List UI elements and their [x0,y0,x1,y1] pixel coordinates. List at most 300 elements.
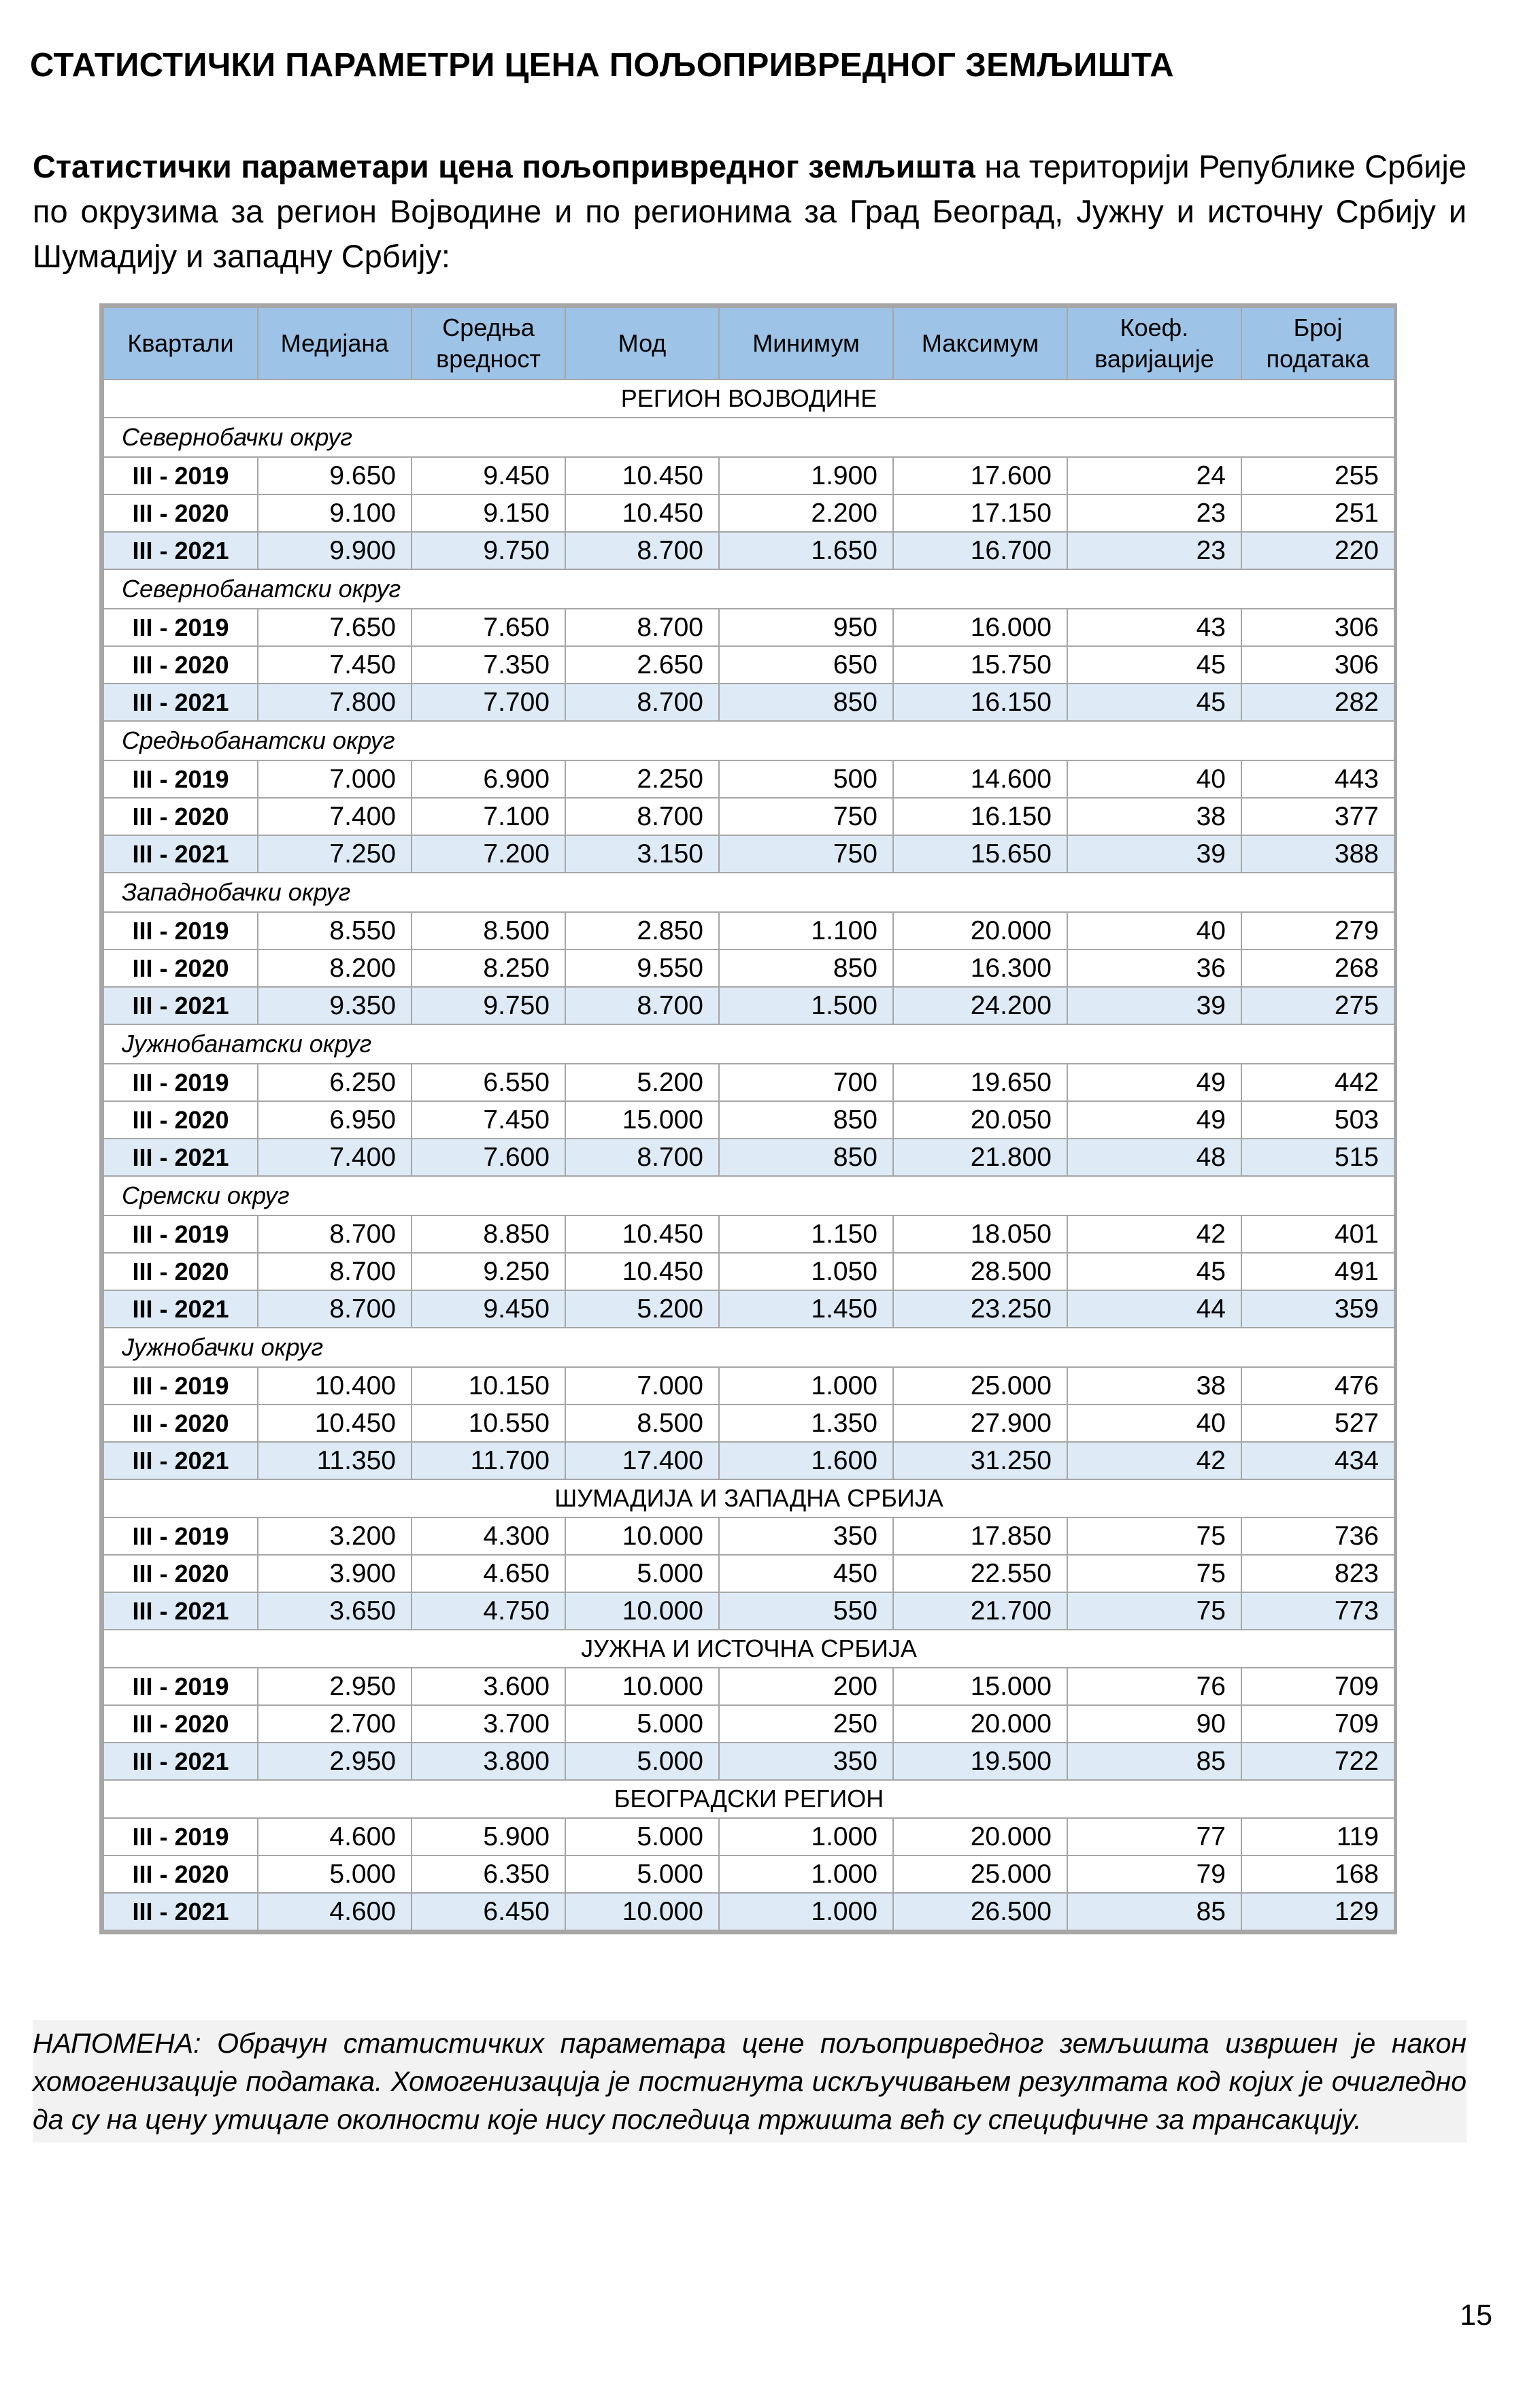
table-row [103,1517,1394,1555]
coef-variation-cell: 23 [1067,494,1241,532]
maximum-cell: 25.000 [893,1855,1067,1893]
quarter-cell: III - 2020 [103,1405,258,1442]
col-header-data-count: Број података [1241,307,1394,380]
mode-cell: 10.450 [565,1253,719,1290]
maximum-cell: 27.900 [893,1405,1067,1442]
district-header-row [103,1176,1394,1215]
table-row [103,1215,1394,1253]
region-header-row [103,1780,1394,1818]
maximum-cell: 20.050 [893,1101,1067,1139]
data-count-cell: 823 [1241,1555,1394,1592]
coef-variation-cell: 42 [1067,1442,1241,1479]
district-label: Средњобанатски округ [103,721,1394,760]
coef-variation-cell: 44 [1067,1290,1241,1328]
table-row [103,835,1394,873]
minimum-cell: 1.650 [719,532,893,569]
minimum-cell: 2.200 [719,494,893,532]
minimum-cell: 750 [719,798,893,835]
data-count-cell: 722 [1241,1743,1394,1780]
data-count-cell: 377 [1241,798,1394,835]
col-header-quarter: Квартали [103,307,258,380]
quarter-cell: III - 2021 [103,684,258,721]
col-header-mean: Средња вредност [412,307,565,380]
minimum-cell: 1.600 [719,1442,893,1479]
median-cell: 8.700 [258,1215,412,1253]
col-header-minimum: Минимум [719,307,893,380]
mode-cell: 5.000 [565,1818,719,1855]
mean-cell: 9.450 [412,1290,565,1328]
district-label: Западнобачки округ [103,873,1394,912]
maximum-cell: 23.250 [893,1290,1067,1328]
district-label: Сремски округ [103,1176,1394,1215]
data-count-cell: 220 [1241,532,1394,569]
maximum-cell: 31.250 [893,1442,1067,1479]
mode-cell: 5.000 [565,1855,719,1893]
minimum-cell: 450 [719,1555,893,1592]
median-cell: 8.550 [258,912,412,950]
table-row [103,1442,1394,1479]
data-count-cell: 359 [1241,1290,1394,1328]
table-body [103,380,1394,1930]
coef-variation-cell: 40 [1067,760,1241,798]
mean-cell: 10.150 [412,1367,565,1405]
maximum-cell: 26.500 [893,1893,1067,1930]
minimum-cell: 1.150 [719,1215,893,1253]
minimum-cell: 350 [719,1743,893,1780]
mode-cell: 5.000 [565,1743,719,1780]
mode-cell: 8.700 [565,609,719,646]
data-count-cell: 515 [1241,1139,1394,1176]
district-header-row [103,873,1394,912]
coef-variation-cell: 40 [1067,1405,1241,1442]
coef-variation-cell: 38 [1067,1367,1241,1405]
quarter-cell: III - 2021 [103,1893,258,1930]
data-count-cell: 388 [1241,835,1394,873]
maximum-cell: 16.000 [893,609,1067,646]
median-cell: 2.950 [258,1668,412,1705]
median-cell: 9.900 [258,532,412,569]
median-cell: 10.400 [258,1367,412,1405]
mode-cell: 10.000 [565,1893,719,1930]
median-cell: 11.350 [258,1442,412,1479]
mean-cell: 9.150 [412,494,565,532]
minimum-cell: 1.450 [719,1290,893,1328]
maximum-cell: 16.150 [893,798,1067,835]
table-row [103,1668,1394,1705]
table-row [103,532,1394,569]
mean-cell: 7.700 [412,684,565,721]
district-header-row [103,1024,1394,1064]
mode-cell: 2.650 [565,646,719,684]
minimum-cell: 250 [719,1705,893,1743]
data-count-cell: 443 [1241,760,1394,798]
quarter-cell: III - 2019 [103,1064,258,1101]
data-count-cell: 306 [1241,609,1394,646]
table-row [103,1592,1394,1630]
quarter-cell: III - 2020 [103,494,258,532]
median-cell: 4.600 [258,1818,412,1855]
data-count-cell: 168 [1241,1855,1394,1893]
median-cell: 7.000 [258,760,412,798]
maximum-cell: 21.800 [893,1139,1067,1176]
quarter-cell: III - 2019 [103,1668,258,1705]
district-header-row [103,569,1394,609]
quarter-cell: III - 2021 [103,835,258,873]
data-count-cell: 279 [1241,912,1394,950]
quarter-cell: III - 2021 [103,1290,258,1328]
table-row [103,760,1394,798]
mode-cell: 2.850 [565,912,719,950]
table-row [103,1139,1394,1176]
median-cell: 6.950 [258,1101,412,1139]
minimum-cell: 1.000 [719,1818,893,1855]
mean-cell: 6.450 [412,1893,565,1930]
data-count-cell: 129 [1241,1893,1394,1930]
mean-cell: 3.800 [412,1743,565,1780]
mode-cell: 2.250 [565,760,719,798]
median-cell: 9.650 [258,457,412,494]
table-row [103,1743,1394,1780]
coef-variation-cell: 77 [1067,1818,1241,1855]
mean-cell: 7.350 [412,646,565,684]
median-cell: 7.650 [258,609,412,646]
mean-cell: 7.200 [412,835,565,873]
mean-cell: 6.350 [412,1855,565,1893]
mean-cell: 9.750 [412,532,565,569]
mean-cell: 5.900 [412,1818,565,1855]
page-number: 15 [1460,2299,1492,2332]
quarter-cell: III - 2019 [103,1818,258,1855]
data-count-cell: 527 [1241,1405,1394,1442]
mode-cell: 8.700 [565,684,719,721]
coef-variation-cell: 45 [1067,684,1241,721]
minimum-cell: 1.000 [719,1893,893,1930]
maximum-cell: 19.500 [893,1743,1067,1780]
quarter-cell: III - 2020 [103,798,258,835]
maximum-cell: 20.000 [893,1818,1067,1855]
mode-cell: 10.450 [565,1215,719,1253]
quarter-cell: III - 2019 [103,912,258,950]
data-count-cell: 401 [1241,1215,1394,1253]
median-cell: 8.700 [258,1253,412,1290]
mode-cell: 8.500 [565,1405,719,1442]
data-count-cell: 442 [1241,1064,1394,1101]
median-cell: 7.400 [258,1139,412,1176]
table-row [103,457,1394,494]
mean-cell: 8.500 [412,912,565,950]
table-row [103,1290,1394,1328]
coef-variation-cell: 49 [1067,1064,1241,1101]
data-count-cell: 282 [1241,684,1394,721]
mean-cell: 3.700 [412,1705,565,1743]
mean-cell: 8.850 [412,1215,565,1253]
data-count-cell: 709 [1241,1705,1394,1743]
col-header-mode: Мод [565,307,719,380]
quarter-cell: III - 2019 [103,1215,258,1253]
quarter-cell: III - 2021 [103,1442,258,1479]
mode-cell: 17.400 [565,1442,719,1479]
table-row [103,684,1394,721]
coef-variation-cell: 43 [1067,609,1241,646]
data-count-cell: 503 [1241,1101,1394,1139]
mode-cell: 8.700 [565,987,719,1024]
table-row [103,912,1394,950]
mean-cell: 8.250 [412,950,565,987]
coef-variation-cell: 24 [1067,457,1241,494]
quarter-cell: III - 2021 [103,1139,258,1176]
coef-variation-cell: 75 [1067,1517,1241,1555]
mode-cell: 8.700 [565,1139,719,1176]
intro-text: на територији Републике Србије по окрузима за регион Војводине и по регионима за Град Београд, Јужну и источну Србију и Шумадију и западну Србију: [33,148,1467,274]
median-cell: 7.400 [258,798,412,835]
quarter-cell: III - 2019 [103,760,258,798]
table-row [103,1405,1394,1442]
mean-cell: 9.450 [412,457,565,494]
minimum-cell: 350 [719,1517,893,1555]
quarter-cell: III - 2020 [103,1253,258,1290]
minimum-cell: 1.000 [719,1367,893,1405]
median-cell: 6.250 [258,1064,412,1101]
data-count-cell: 709 [1241,1668,1394,1705]
maximum-cell: 14.600 [893,760,1067,798]
maximum-cell: 22.550 [893,1555,1067,1592]
region-label: РЕГИОН ВОЈВОДИНЕ [103,380,1394,418]
coef-variation-cell: 39 [1067,835,1241,873]
maximum-cell: 17.150 [893,494,1067,532]
minimum-cell: 1.050 [719,1253,893,1290]
mode-cell: 8.700 [565,798,719,835]
col-header-maximum: Максимум [893,307,1067,380]
mode-cell: 15.000 [565,1101,719,1139]
mode-cell: 10.000 [565,1668,719,1705]
table-row [103,1893,1394,1930]
minimum-cell: 200 [719,1668,893,1705]
maximum-cell: 20.000 [893,912,1067,950]
table-row [103,1101,1394,1139]
median-cell: 8.200 [258,950,412,987]
quarter-cell: III - 2021 [103,987,258,1024]
table-row [103,1367,1394,1405]
mean-cell: 7.450 [412,1101,565,1139]
quarter-cell: III - 2020 [103,646,258,684]
median-cell: 7.450 [258,646,412,684]
maximum-cell: 16.300 [893,950,1067,987]
price-statistics-table [99,303,1397,1934]
region-label: ШУМАДИЈА И ЗАПАДНА СРБИЈА [103,1479,1394,1517]
quarter-cell: III - 2021 [103,1743,258,1780]
quarter-cell: III - 2019 [103,609,258,646]
minimum-cell: 1.350 [719,1405,893,1442]
district-label: Севернобачки округ [103,418,1394,457]
mode-cell: 10.000 [565,1592,719,1630]
intro-paragraph [33,144,1467,279]
coef-variation-cell: 75 [1067,1592,1241,1630]
quarter-cell: III - 2021 [103,1592,258,1630]
minimum-cell: 1.500 [719,987,893,1024]
median-cell: 9.100 [258,494,412,532]
coef-variation-cell: 85 [1067,1893,1241,1930]
coef-variation-cell: 42 [1067,1215,1241,1253]
mean-cell: 6.900 [412,760,565,798]
minimum-cell: 950 [719,609,893,646]
median-cell: 2.700 [258,1705,412,1743]
median-cell: 8.700 [258,1290,412,1328]
coef-variation-cell: 79 [1067,1855,1241,1893]
median-cell: 2.950 [258,1743,412,1780]
mean-cell: 9.250 [412,1253,565,1290]
page-title: СТАТИСТИЧКИ ПАРАМЕТРИ ЦЕНА ПОЉОПРИВРЕДНОГ ЗЕМЉИШТА [30,47,1174,84]
mode-cell: 3.150 [565,835,719,873]
median-cell: 10.450 [258,1405,412,1442]
data-count-cell: 275 [1241,987,1394,1024]
table-row [103,950,1394,987]
mode-cell: 10.450 [565,457,719,494]
quarter-cell: III - 2020 [103,1855,258,1893]
mode-cell: 10.450 [565,494,719,532]
mode-cell: 9.550 [565,950,719,987]
data-count-cell: 268 [1241,950,1394,987]
median-cell: 3.650 [258,1592,412,1630]
median-cell: 3.200 [258,1517,412,1555]
district-header-row [103,1328,1394,1367]
mean-cell: 7.600 [412,1139,565,1176]
maximum-cell: 19.650 [893,1064,1067,1101]
mean-cell: 7.100 [412,798,565,835]
table-row [103,1555,1394,1592]
table-row [103,1253,1394,1290]
maximum-cell: 17.850 [893,1517,1067,1555]
maximum-cell: 24.200 [893,987,1067,1024]
minimum-cell: 750 [719,835,893,873]
mode-cell: 5.200 [565,1290,719,1328]
quarter-cell: III - 2019 [103,1517,258,1555]
data-count-cell: 773 [1241,1592,1394,1630]
table-header-row [103,307,1394,380]
maximum-cell: 15.000 [893,1668,1067,1705]
median-cell: 7.250 [258,835,412,873]
region-header-row [103,380,1394,418]
mode-cell: 8.700 [565,532,719,569]
median-cell: 4.600 [258,1893,412,1930]
maximum-cell: 17.600 [893,457,1067,494]
district-label: Јужнобачки округ [103,1328,1394,1367]
quarter-cell: III - 2021 [103,532,258,569]
mode-cell: 5.000 [565,1705,719,1743]
minimum-cell: 1.000 [719,1855,893,1893]
maximum-cell: 21.700 [893,1592,1067,1630]
minimum-cell: 850 [719,950,893,987]
coef-variation-cell: 49 [1067,1101,1241,1139]
maximum-cell: 25.000 [893,1367,1067,1405]
quarter-cell: III - 2020 [103,950,258,987]
mode-cell: 5.000 [565,1555,719,1592]
coef-variation-cell: 23 [1067,532,1241,569]
data-count-cell: 434 [1241,1442,1394,1479]
maximum-cell: 15.750 [893,646,1067,684]
district-label: Севернобанатски округ [103,569,1394,609]
minimum-cell: 1.900 [719,457,893,494]
district-header-row [103,721,1394,760]
coef-variation-cell: 38 [1067,798,1241,835]
median-cell: 5.000 [258,1855,412,1893]
mean-cell: 11.700 [412,1442,565,1479]
quarter-cell: III - 2020 [103,1705,258,1743]
coef-variation-cell: 45 [1067,1253,1241,1290]
mean-cell: 4.650 [412,1555,565,1592]
coef-variation-cell: 85 [1067,1743,1241,1780]
mean-cell: 7.650 [412,609,565,646]
maximum-cell: 28.500 [893,1253,1067,1290]
region-header-row [103,1479,1394,1517]
minimum-cell: 500 [719,760,893,798]
maximum-cell: 20.000 [893,1705,1067,1743]
coef-variation-cell: 75 [1067,1555,1241,1592]
data-count-cell: 255 [1241,457,1394,494]
table-row [103,987,1394,1024]
table-row [103,1705,1394,1743]
data-count-cell: 491 [1241,1253,1394,1290]
coef-variation-cell: 90 [1067,1705,1241,1743]
minimum-cell: 550 [719,1592,893,1630]
maximum-cell: 16.700 [893,532,1067,569]
mean-cell: 4.300 [412,1517,565,1555]
table-row [103,1855,1394,1893]
minimum-cell: 850 [719,1101,893,1139]
maximum-cell: 18.050 [893,1215,1067,1253]
mean-cell: 9.750 [412,987,565,1024]
col-header-coef-variation: Коеф. варијације [1067,307,1241,380]
mean-cell: 3.600 [412,1668,565,1705]
col-header-median: Медијана [258,307,412,380]
minimum-cell: 650 [719,646,893,684]
coef-variation-cell: 39 [1067,987,1241,1024]
table-row [103,798,1394,835]
data-count-cell: 476 [1241,1367,1394,1405]
minimum-cell: 850 [719,684,893,721]
table-row [103,609,1394,646]
minimum-cell: 1.100 [719,912,893,950]
coef-variation-cell: 40 [1067,912,1241,950]
mode-cell: 7.000 [565,1367,719,1405]
mode-cell: 5.200 [565,1064,719,1101]
footnote: НАПОМЕНА: Обрачун статистичких параметара цене пољопривредног земљишта извршен је након хомогенизације података. Хомогенизација је постигнута искључивањем резултата код којих је очигледно да су на цену утицале околности које нису последица тржишта већ су специфичне за трансакцију. [33,2020,1467,2143]
coef-variation-cell: 36 [1067,950,1241,987]
district-header-row [103,418,1394,457]
mean-cell: 4.750 [412,1592,565,1630]
mode-cell: 10.000 [565,1517,719,1555]
quarter-cell: III - 2020 [103,1555,258,1592]
table-row [103,646,1394,684]
maximum-cell: 16.150 [893,684,1067,721]
table-row [103,494,1394,532]
mean-cell: 6.550 [412,1064,565,1101]
coef-variation-cell: 45 [1067,646,1241,684]
coef-variation-cell: 48 [1067,1139,1241,1176]
region-label: БЕОГРАДСКИ РЕГИОН [103,1780,1394,1818]
median-cell: 3.900 [258,1555,412,1592]
intro-bold-text: Статистички параметари цена пољопривредног земљишта [33,148,975,184]
quarter-cell: III - 2020 [103,1101,258,1139]
table-row [103,1064,1394,1101]
median-cell: 9.350 [258,987,412,1024]
mean-cell: 10.550 [412,1405,565,1442]
quarter-cell: III - 2019 [103,457,258,494]
data-count-cell: 736 [1241,1517,1394,1555]
data-count-cell: 119 [1241,1818,1394,1855]
data-count-cell: 306 [1241,646,1394,684]
maximum-cell: 15.650 [893,835,1067,873]
region-header-row [103,1630,1394,1668]
